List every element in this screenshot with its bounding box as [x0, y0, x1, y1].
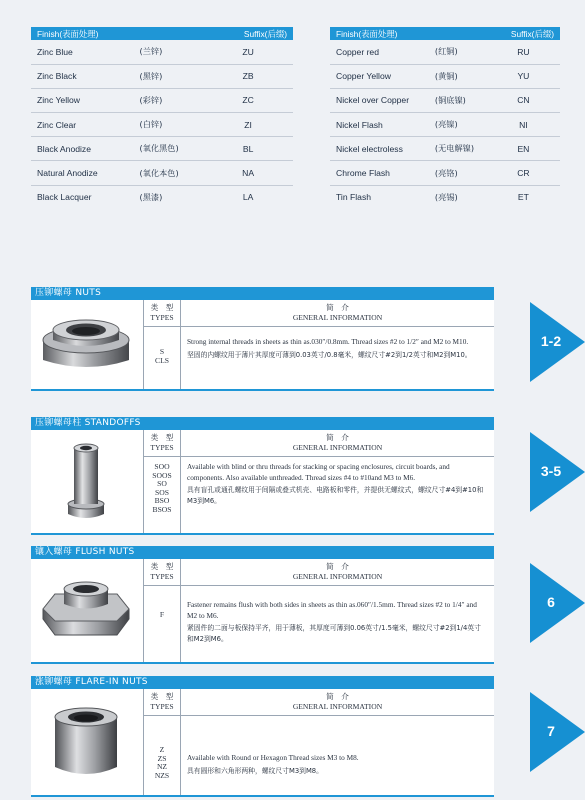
description-en: Strong internal threads in sheets as thin as.030″/0.8mm. Thread sizes #2 to 1/2″ and M2 to M10.	[187, 337, 469, 346]
finish-row	[330, 40, 560, 64]
finish-row	[31, 40, 293, 64]
types-header-en: TYPES	[150, 572, 174, 581]
section-body	[31, 689, 494, 797]
description-cn: 紧固件的二面与板保持平齐，用于薄板，其厚度可薄到0.06英寸/1.5毫米，螺纹尺寸#2到1/4英寸和M2到M6。	[187, 624, 481, 643]
finish-row	[31, 185, 293, 209]
types-header-cn: 类 型	[150, 562, 174, 571]
finish-en: Nickel electroless	[330, 137, 435, 161]
finish-en: Black Lacquer	[37, 192, 92, 203]
section-standoffs	[31, 417, 494, 535]
finish-row	[330, 113, 560, 137]
info-header-en: GENERAL INFORMATION	[292, 443, 383, 452]
finish-cn: (红铜)	[435, 40, 487, 64]
finish-en: Copper red	[330, 40, 435, 64]
finish-row	[31, 64, 293, 88]
finish-cn: (氧化黑色)	[140, 137, 204, 161]
types-header-cn: 类 型	[150, 303, 174, 312]
page-tab-label: 3-5	[540, 463, 562, 479]
finish-row	[31, 137, 293, 161]
section-title: 镶入螺母 FLUSH NUTS	[31, 546, 494, 559]
type-code: BSOS	[152, 504, 172, 514]
section-flush-nuts	[31, 546, 494, 664]
type-code: NZS	[154, 770, 170, 780]
description-cn: 具有圆形和六角形两种，螺纹尺寸M3到M8。	[187, 766, 323, 775]
description-en: Fastener remains flush with both sides in sheets as thin as.060″/1.5mm. Thread sizes #2 to 1/4″ and M2 to M6.	[187, 600, 477, 620]
clinch-nut-image	[31, 300, 141, 394]
section-body	[31, 300, 494, 391]
finish-row	[330, 88, 560, 112]
type-code: SO	[157, 479, 167, 489]
suffix-header: Suffix(后缀)	[487, 27, 560, 40]
finish-code: NI	[487, 113, 560, 137]
section-nuts	[31, 287, 494, 391]
description-en: Available with blind or thru threads for stacking or spacing enclosures, circuit boards, and components. Also available unthreaded. Thread sizes #4 to #10and M3 to M6.	[187, 462, 450, 482]
info-header	[181, 562, 494, 582]
finish-code: NA	[203, 161, 293, 185]
type-codes	[143, 611, 181, 620]
description	[187, 462, 486, 506]
finish-cn: (亮锡)	[434, 191, 458, 202]
finish-table-right	[330, 27, 560, 209]
finish-cn: (黄铜)	[435, 64, 487, 88]
finish-code: ZU	[203, 40, 293, 64]
finish-code: CR	[487, 161, 560, 185]
type-code: S	[159, 347, 165, 356]
info-header-en: GENERAL INFORMATION	[292, 572, 383, 581]
type-code: ZS	[157, 753, 167, 763]
finish-row	[330, 64, 560, 88]
finish-code: CN	[487, 88, 560, 112]
finish-header: Finish(表面处理)	[330, 27, 487, 40]
finish-en: Natural Anodize	[31, 161, 140, 185]
finish-cn: (彩锌)	[140, 88, 204, 112]
description-en: Available with Round or Hexagon Thread sizes M3 to M8.	[187, 753, 359, 762]
info-header-en: GENERAL INFORMATION	[292, 313, 383, 322]
types-header-cn: 类 型	[150, 692, 174, 701]
finish-cn: (氧化本色)	[140, 161, 204, 185]
page-tab-label: 1-2	[540, 333, 562, 349]
finish-en: Zinc Yellow	[31, 88, 140, 112]
type-codes	[143, 746, 181, 780]
info-header-en: GENERAL INFORMATION	[292, 702, 383, 711]
finish-code: RU	[487, 40, 560, 64]
finish-en: Tin Flash	[336, 192, 372, 203]
type-code: F	[159, 610, 165, 619]
description-cn: 坚固的内螺纹用于薄片其厚度可薄到0.03英寸/0.8毫米，螺纹尺寸#2到1/2英寸和M2到M10。	[187, 350, 472, 359]
suffix-header: Suffix(后缀)	[203, 27, 293, 40]
finish-cn: (亮镍)	[435, 113, 487, 137]
finish-code: ZB	[203, 64, 293, 88]
section-body	[31, 430, 494, 535]
finish-row	[31, 88, 293, 112]
finish-en: Chrome Flash	[330, 161, 435, 185]
finish-row	[330, 137, 560, 161]
flush-nut-image	[31, 559, 141, 667]
description	[187, 600, 486, 644]
finish-row	[31, 113, 293, 137]
info-header	[181, 303, 494, 323]
finish-cn: (黑漆)	[139, 191, 163, 202]
info-header-cn: 简 介	[326, 303, 349, 312]
description	[187, 753, 486, 776]
section-title: 涨铆螺母 FLARE-IN NUTS	[31, 676, 494, 689]
info-header-cn: 简 介	[326, 433, 349, 442]
description	[187, 337, 486, 360]
finish-code: ET	[517, 192, 529, 203]
info-header-cn: 简 介	[326, 562, 349, 571]
finish-en: Black Anodize	[31, 137, 140, 161]
types-header	[143, 562, 181, 582]
page-tab-label: 6	[547, 594, 555, 610]
types-header-en: TYPES	[150, 702, 174, 711]
type-codes	[143, 463, 181, 515]
finish-cn: (兰锌)	[140, 40, 204, 64]
finish-cn: (黑锌)	[140, 64, 204, 88]
page-tab-label: 7	[547, 723, 555, 739]
finish-cn: (铜底镍)	[435, 88, 487, 112]
types-header-cn: 类 型	[150, 433, 174, 442]
finish-en: Nickel Flash	[330, 113, 435, 137]
finish-code: LA	[242, 192, 254, 203]
finish-en: Nickel over Copper	[330, 88, 435, 112]
type-code: SOOS	[152, 470, 172, 480]
type-codes	[143, 348, 181, 365]
finish-row	[330, 185, 560, 209]
finish-code: BL	[203, 137, 293, 161]
finish-cn: (白锌)	[140, 113, 204, 137]
types-header	[143, 692, 181, 712]
type-code: CLS	[155, 355, 169, 365]
info-header-cn: 简 介	[326, 692, 349, 701]
finish-cn: (无电解镍)	[435, 137, 487, 161]
types-header-en: TYPES	[150, 443, 174, 452]
info-header	[181, 433, 494, 453]
section-title: 压铆螺母柱 STANDOFFS	[31, 417, 494, 430]
section-body	[31, 559, 494, 664]
type-code: Z	[159, 745, 165, 754]
types-header-en: TYPES	[150, 313, 174, 322]
section-flare-in-nuts	[31, 676, 494, 797]
type-code: SOO	[154, 462, 170, 471]
finish-en: Copper Yellow	[330, 64, 435, 88]
finish-row	[31, 161, 293, 185]
finish-en: Zinc Clear	[31, 113, 140, 137]
types-header	[143, 433, 181, 453]
section-title: 压铆螺母 NUTS	[31, 287, 494, 300]
type-code: NZ	[156, 762, 168, 772]
type-code: BSO	[154, 496, 170, 506]
finish-cn: (亮铬)	[435, 161, 487, 185]
flare-in-nut-image	[31, 689, 141, 800]
type-code: SOS	[155, 487, 169, 497]
finish-row	[330, 161, 560, 185]
types-header	[143, 303, 181, 323]
standoff-image	[31, 430, 141, 538]
finish-table-left	[31, 27, 293, 209]
finish-en: Zinc Blue	[31, 40, 140, 64]
finish-code: ZI	[203, 113, 293, 137]
finish-header: Finish(表面处理)	[31, 27, 203, 40]
finish-en: Zinc Black	[31, 64, 140, 88]
info-header	[181, 692, 494, 712]
finish-code: YU	[487, 64, 560, 88]
finish-code: EN	[487, 137, 560, 161]
finish-code: ZC	[203, 88, 293, 112]
description-cn: 具有盲孔或通孔螺纹用于间隔或叠式机壳、电路板和零件，并提供无螺纹式，螺纹尺寸#4到#10和M3到M6。	[187, 486, 484, 505]
